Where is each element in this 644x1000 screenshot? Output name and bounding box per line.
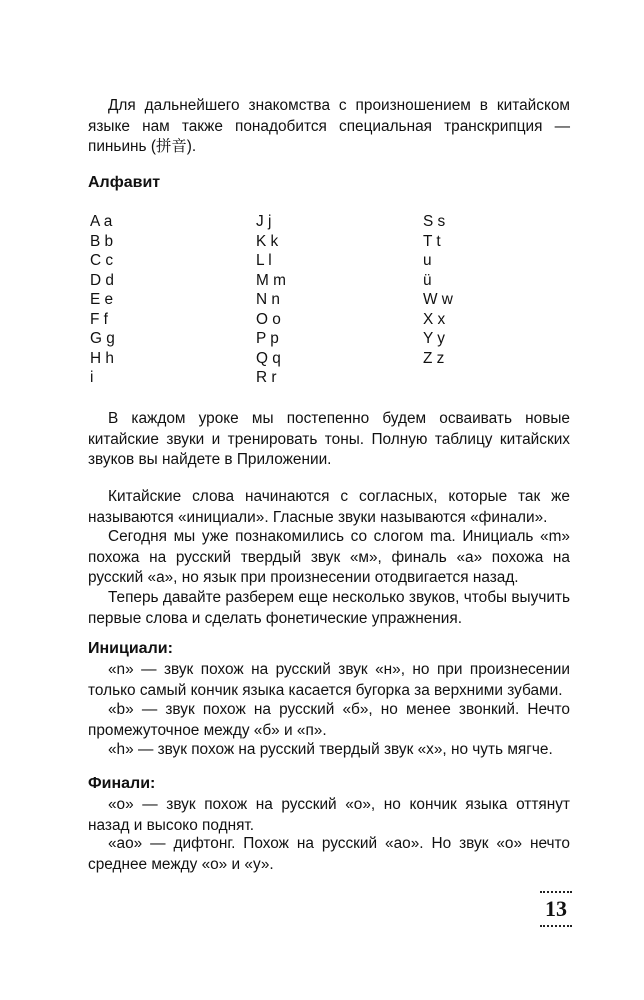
alphabet-letter: H h [90, 349, 114, 367]
alphabet-column-3 [423, 212, 453, 368]
alphabet-letter: G g [90, 330, 115, 347]
page-number-bottom-dots [540, 925, 572, 927]
alphabet-letter: B b [90, 232, 114, 250]
lesson-note-paragraph: В каждом уроке мы постепенно будем осваивать новые китайские звуки и тренировать тоны. Полную таблицу китайских звуков вы найдете в Приложении. [88, 410, 570, 468]
explanation-paragraph-1: Китайские слова начинаются с согласных, которые так же называются «инициали». Гласные звуки называются «финали». [88, 488, 570, 526]
alphabet-letter: O o [256, 310, 281, 328]
alphabet-letter: Y y [423, 330, 445, 347]
alphabet-letter: S s [423, 213, 446, 230]
alphabet-letter: R r [256, 369, 277, 386]
alphabet-letter: E e [90, 291, 114, 308]
alphabet-letter: C c [90, 252, 114, 269]
explanation-paragraph-2: Сегодня мы уже познакомились со слогом ma. Инициаль «m» похожа на русский твердый звук «м», финаль «a» похожа на русский «а», но язык при произнесении отодвигается назад. [88, 528, 570, 586]
alphabet-heading: Алфавит [88, 174, 161, 191]
alphabet-letter: i [90, 369, 94, 386]
alphabet-letter: P p [256, 330, 279, 347]
explanation-paragraph-3: Теперь давайте разберем еще несколько звуков, чтобы выучить первые слова и сделать фонетические упражнения. [88, 589, 570, 627]
alphabet-letter: L l [256, 252, 272, 269]
alphabet-column-2 [256, 212, 286, 388]
alphabet-letter: M m [256, 271, 286, 289]
final-item: «o» — звук похож на русский «о», но кончик языка оттянут назад и высоко поднят. [88, 796, 570, 834]
alphabet-letter: Z z [423, 349, 445, 367]
alphabet-letter: K k [256, 232, 279, 250]
page-number-top-dots [540, 891, 572, 893]
alphabet-letter: J j [256, 213, 272, 230]
alphabet-letter: Q q [256, 349, 281, 367]
initials-heading: Инициали: [88, 640, 173, 657]
page-number: 13 [545, 896, 567, 921]
initial-item: «b» — звук похож на русский «б», но менее звонкий. Нечто промежуточное между «б» и «п». [88, 701, 570, 739]
alphabet-letter: D d [90, 271, 114, 289]
alphabet-letter: W w [423, 291, 453, 308]
alphabet-letter: ü [423, 271, 432, 289]
initial-item: «h» — звук похож на русский твердый звук «х», но чуть мягче. [108, 741, 553, 758]
alphabet-letter: F f [90, 310, 108, 328]
finals-heading: Финали: [88, 775, 156, 792]
alphabet-letter: T t [423, 232, 441, 250]
final-item: «ao» — дифтонг. Похож на русский «ао». Но звук «о» нечто среднее между «о» и «у». [88, 835, 570, 873]
alphabet-letter: X x [423, 310, 446, 328]
alphabet-column-1 [90, 212, 115, 388]
initial-item: «n» — звук похож на русский звук «н», но при произнесении только самый кончик языка касается бугорка за верхними зубами. [88, 661, 570, 699]
alphabet-letter: A a [90, 213, 113, 230]
alphabet-letter: u [423, 252, 432, 269]
alphabet-letter: N n [256, 291, 280, 308]
intro-paragraph: Для дальнейшего знакомства с произношением в китайском языке нам также понадобится специальная транскрипция — пиньинь (拼音). [88, 97, 570, 155]
